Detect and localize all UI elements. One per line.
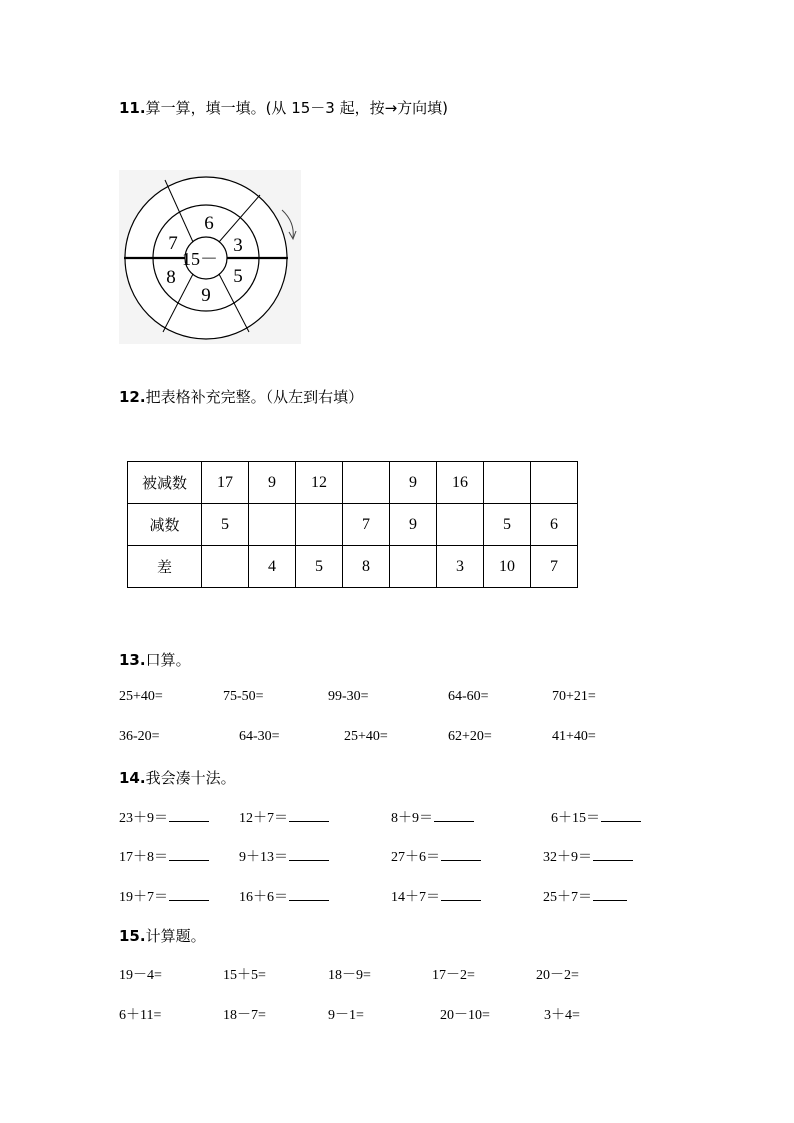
answer-blank[interactable]	[593, 859, 633, 861]
make-ten-expression: 14＋7＝	[391, 890, 440, 905]
answer-blank[interactable]	[434, 820, 474, 822]
table-cell[interactable]: 3	[437, 546, 484, 588]
oral-calc-item: 62+20=	[448, 729, 492, 744]
calc-item: 3＋4=	[544, 1008, 580, 1023]
oral-calc-item: 64-60=	[448, 689, 489, 704]
q14-heading	[119, 767, 236, 788]
make-ten-expression: 25＋7＝	[543, 890, 592, 905]
q15-number: 15.	[119, 927, 146, 945]
q13-number: 13.	[119, 651, 146, 669]
calc-item: 9－1=	[328, 1008, 364, 1023]
wheel-number: 5	[233, 266, 243, 287]
make-ten-item	[543, 846, 633, 866]
answer-blank[interactable]	[169, 859, 209, 861]
wheel-number: 9	[201, 285, 211, 306]
oral-calc-item: 64-30=	[239, 729, 280, 744]
calc-item: 15＋5=	[223, 968, 266, 983]
make-ten-expression: 19＋7＝	[119, 890, 168, 905]
row-label: 被减数	[128, 462, 202, 504]
answer-blank[interactable]	[601, 820, 641, 822]
answer-blank[interactable]	[289, 820, 329, 822]
q13-heading	[119, 649, 191, 670]
answer-blank[interactable]	[289, 859, 329, 861]
table-cell[interactable]: 5	[202, 504, 249, 546]
oral-calc-item: 25+40=	[119, 689, 163, 704]
calc-item: 18－7=	[223, 1008, 266, 1023]
q11-wheel-diagram	[119, 170, 301, 344]
q15-heading	[119, 925, 206, 946]
make-ten-expression: 23＋9＝	[119, 811, 168, 826]
make-ten-expression: 17＋8＝	[119, 850, 168, 865]
table-row	[128, 462, 578, 504]
table-cell[interactable]	[202, 546, 249, 588]
q14-number: 14.	[119, 769, 146, 787]
make-ten-expression: 32＋9＝	[543, 850, 592, 865]
table-cell[interactable]	[484, 462, 531, 504]
table-row	[128, 546, 578, 588]
table-cell[interactable]	[296, 504, 343, 546]
make-ten-expression: 16＋6＝	[239, 890, 288, 905]
q11-heading	[119, 97, 448, 118]
q11-number: 11.	[119, 99, 146, 117]
q14-text: 我会凑十法。	[145, 769, 236, 787]
row-label: 差	[128, 546, 202, 588]
calc-item: 17－2=	[432, 968, 475, 983]
oral-calc-item: 41+40=	[552, 729, 596, 744]
oral-calc-item: 25+40=	[344, 729, 388, 744]
table-cell[interactable]	[249, 504, 296, 546]
make-ten-item	[543, 886, 627, 906]
make-ten-item	[119, 886, 209, 906]
table-cell[interactable]: 12	[296, 462, 343, 504]
wheel-number: 3	[233, 235, 243, 256]
oral-calc-item: 99-30=	[328, 689, 369, 704]
oral-calc-item: 75-50=	[223, 689, 264, 704]
table-cell[interactable]: 7	[343, 504, 390, 546]
oral-calc-item: 70+21=	[552, 689, 596, 704]
make-ten-expression: 12＋7＝	[239, 811, 288, 826]
make-ten-expression: 27＋6＝	[391, 850, 440, 865]
table-cell[interactable]: 8	[343, 546, 390, 588]
answer-blank[interactable]	[169, 899, 209, 901]
wheel-center-label: 15－	[182, 249, 218, 269]
table-cell[interactable]: 4	[249, 546, 296, 588]
table-cell[interactable]	[390, 546, 437, 588]
answer-blank[interactable]	[593, 899, 627, 901]
make-ten-item	[239, 846, 329, 866]
q12-heading	[119, 386, 363, 407]
make-ten-expression: 9＋13＝	[239, 850, 288, 865]
make-ten-item	[239, 886, 329, 906]
answer-blank[interactable]	[289, 899, 329, 901]
q13-text: 口算。	[145, 651, 191, 669]
calc-item: 6＋11=	[119, 1008, 162, 1023]
calc-item: 19－4=	[119, 968, 162, 983]
table-cell[interactable]: 16	[437, 462, 484, 504]
make-ten-item	[551, 807, 641, 827]
row-label: 减数	[128, 504, 202, 546]
make-ten-item	[391, 846, 481, 866]
table-cell[interactable]: 9	[390, 462, 437, 504]
table-row	[128, 504, 578, 546]
wheel-number: 6	[204, 213, 214, 234]
make-ten-item	[391, 807, 474, 827]
make-ten-expression: 6＋15＝	[551, 811, 600, 826]
oral-calc-item: 36-20=	[119, 729, 160, 744]
calc-item: 20－2=	[536, 968, 579, 983]
make-ten-item	[239, 807, 329, 827]
q11-text: 算一算，填一填。(从 15－3 起，按→方向填)	[145, 99, 449, 117]
table-cell[interactable]: 7	[531, 546, 578, 588]
wheel-number: 8	[166, 267, 176, 288]
make-ten-item	[119, 807, 209, 827]
answer-blank[interactable]	[169, 820, 209, 822]
q12-text: 把表格补充完整。（从左到右填）	[145, 388, 364, 406]
table-cell[interactable]	[531, 462, 578, 504]
subtraction-table	[127, 461, 578, 588]
calc-item: 20－10=	[440, 1008, 490, 1023]
wheel-number: 7	[168, 233, 178, 254]
make-ten-item	[391, 886, 481, 906]
table-cell[interactable]: 17	[202, 462, 249, 504]
table-cell[interactable]: 6	[531, 504, 578, 546]
answer-blank[interactable]	[441, 899, 481, 901]
make-ten-item	[119, 846, 209, 866]
table-cell[interactable]	[343, 462, 390, 504]
table-cell[interactable]: 5	[484, 504, 531, 546]
table-cell[interactable]: 10	[484, 546, 531, 588]
q15-text: 计算题。	[145, 927, 206, 945]
table-cell[interactable]: 9	[249, 462, 296, 504]
answer-blank[interactable]	[441, 859, 481, 861]
make-ten-expression: 8＋9＝	[391, 811, 433, 826]
table-cell[interactable]: 5	[296, 546, 343, 588]
calc-item: 18－9=	[328, 968, 371, 983]
table-cell[interactable]	[437, 504, 484, 546]
q12-number: 12.	[119, 388, 146, 406]
table-cell[interactable]: 9	[390, 504, 437, 546]
